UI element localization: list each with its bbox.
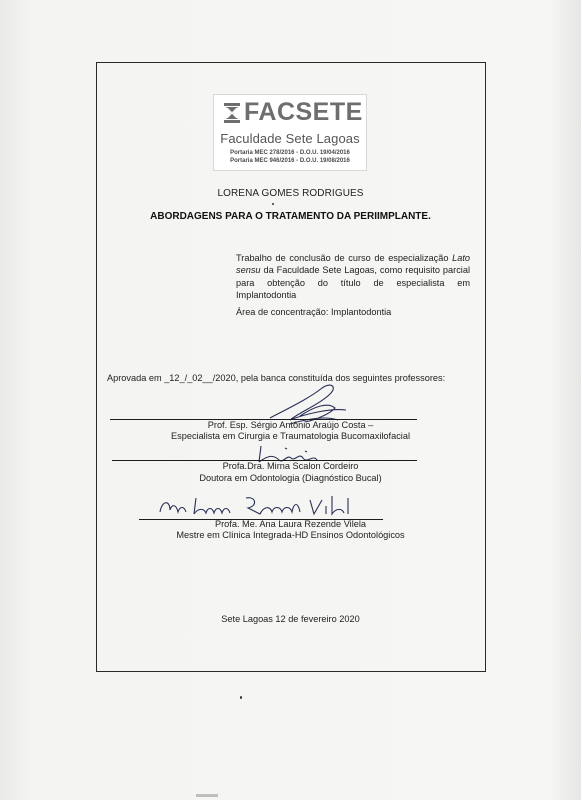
logo-name: FACSETE xyxy=(244,98,363,126)
ink-speck-bottom xyxy=(240,696,242,699)
logo-portaria-1: Portaria MEC 278/2016 - D.O.U. 19/04/2016 xyxy=(230,150,350,156)
facsete-logo xyxy=(214,95,366,170)
author-name: LORENA GOMES RODRIGUES xyxy=(217,188,364,199)
abstract-part-1: Trabalho de conclusão de curso de especialização xyxy=(236,253,453,263)
abstract-text xyxy=(236,252,470,302)
thesis-title: ABORDAGENS PARA O TRATAMENTO DA PERIIMPLANTE. xyxy=(150,211,431,222)
facsete-emblem-icon xyxy=(224,103,240,123)
examiner-3-name: Profa. Me. Ana Laura Rezende Vilela xyxy=(214,519,366,529)
examiner-2-role: Doutora em Odontologia (Diagnóstico Bucal) xyxy=(199,473,382,483)
concentration-area: Área de concentração: Implantodontia xyxy=(236,307,392,317)
logo-subtitle: Faculdade Sete Lagoas xyxy=(220,131,360,146)
abstract-part-2: da Faculdade Sete Lagoas, como requisito parcial para obtenção do título de especialista em Implantodontia xyxy=(236,265,470,301)
scan-smudge xyxy=(196,794,218,797)
signature-3 xyxy=(156,492,356,520)
ink-speck xyxy=(272,203,274,205)
logo-portaria-2: Portaria MEC 946/2016 - D.O.U. 19/08/2016 xyxy=(230,158,350,164)
abstract-italic: Lato sensu xyxy=(236,253,470,276)
approval-statement: Aprovada em _12_/_02__/2020, pela banca constituída dos seguintes professores: xyxy=(107,373,446,383)
examiner-1-name: Prof. Esp. Sérgio Antônio Araújo Costa – xyxy=(207,420,374,430)
examiner-1-role: Especialista em Cirurgia e Traumatologia Bucomaxilofacial xyxy=(171,431,410,441)
examiner-2-name: Profa.Dra. Mirna Scalon Cordeiro xyxy=(222,461,359,471)
place-and-date: Sete Lagoas 12 de fevereiro 2020 xyxy=(221,614,360,624)
examiner-3-role: Mestre em Clínica Integrada-HD Ensinos Odontológicos xyxy=(176,530,405,540)
